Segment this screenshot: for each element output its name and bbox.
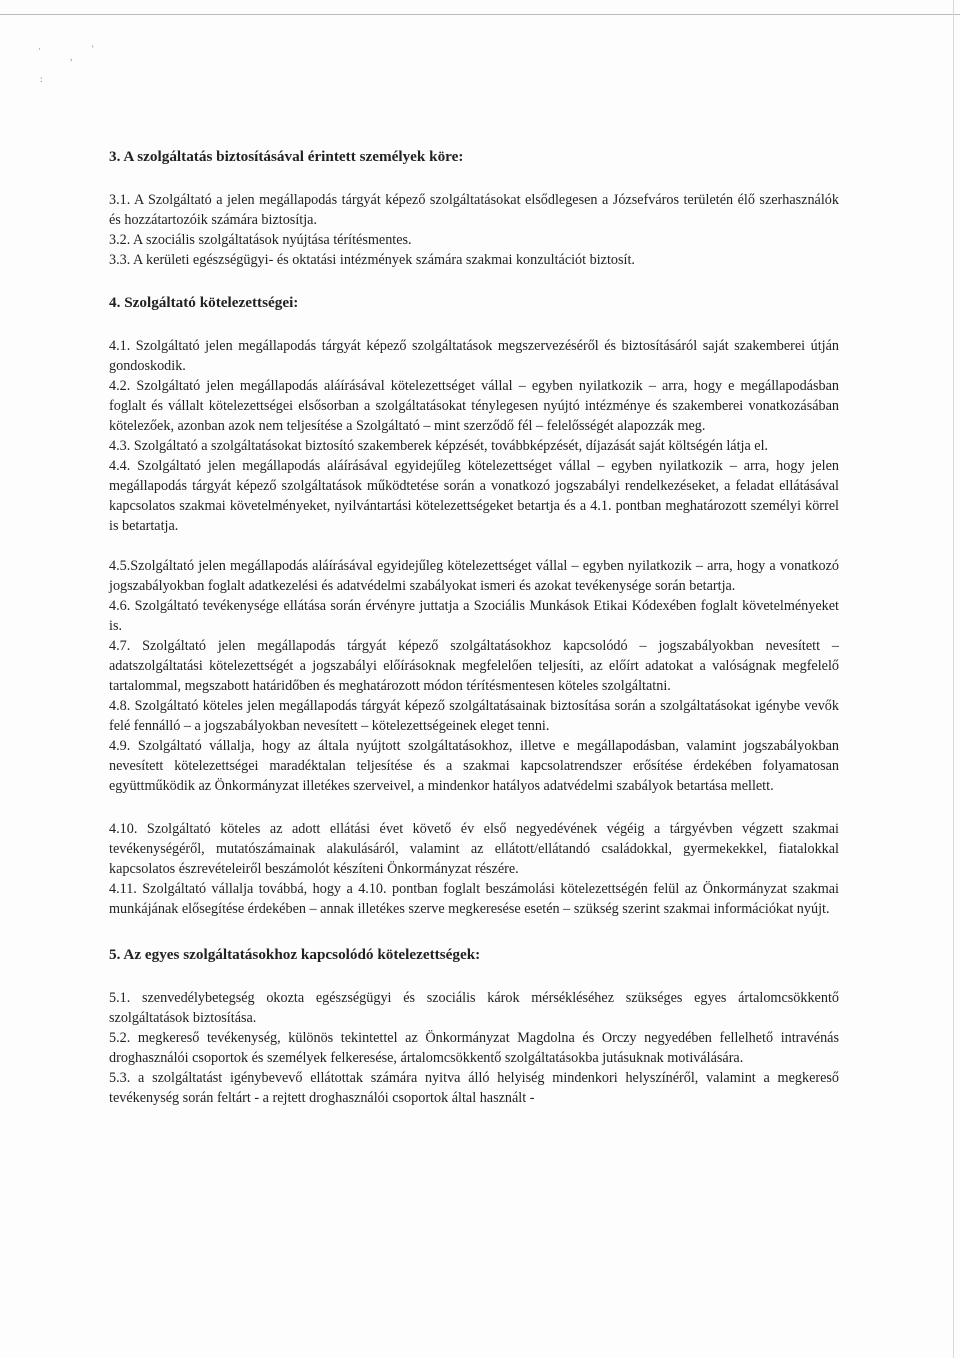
paragraph-3-2: 3.2. A szociális szolgáltatások nyújtása térítésmentes. xyxy=(109,232,412,248)
paragraph-4-11: 4.11. Szolgáltató vállalja továbbá, hogy a 4.10. pontban foglalt beszámolási kötelezettségén felül az Önkormányzat szakmai munkájának elősegítése érdekében – annak illetékes szerve megkeresése esetén – szükség szerint szakmai információkat nyújt. xyxy=(109,881,839,917)
paragraph-4-6: 4.6. Szolgáltató tevékenysége ellátása során érvényre juttatja a Szociális Munkások Etikai Kódexében foglalt követelményeket is. xyxy=(109,598,839,634)
paragraph-4-8: 4.8. Szolgáltató köteles jelen megállapodás tárgyát képező szolgáltatásainak biztosítása során a szolgáltatásokat igénybe vevők felé fennálló – a jogszabályokban nevesített – kötelezettségeinek eleget tenni. xyxy=(109,698,839,734)
scan-speck: , xyxy=(70,52,73,62)
scan-speck: · xyxy=(38,44,41,54)
paragraph-3-1: 3.1. A Szolgáltató a jelen megállapodás tárgyát képező szolgáltatásokat elsődlegesen a Józsefváros területén élő szerhasználók és hozzátartozóik számára biztosítja. xyxy=(109,192,839,228)
paragraph-4-10: 4.10. Szolgáltató köteles az adott ellátási évet követő év első negyedévének végéig a tárgyévben végzett szakmai tevékenységéről, mutatószámainak alakulásáról, valamint az ellátott/ellátandó családokkal, gyermekekkel, fiatalokkal kapcsolatos észrevételeiről beszámolót készíteni Önkormányzat részére. xyxy=(109,821,839,877)
scan-speck: ' xyxy=(92,44,94,54)
section-3-heading: 3. A szolgáltatás biztosításával érintett személyek köre: xyxy=(109,148,464,165)
document-body xyxy=(109,147,839,1108)
section-5-heading: 5. Az egyes szolgáltatásokhoz kapcsolódó kötelezettségek: xyxy=(109,946,481,963)
scan-edge-line xyxy=(0,14,960,15)
paragraph-5-1: 5.1. szenvedélybetegség okozta egészségügyi és szociális károk mérsékléséhez szükséges egyes ártalomcsökkentő szolgáltatások biztosítása. xyxy=(109,990,839,1026)
section-4-heading: 4. Szolgáltató kötelezettségei: xyxy=(109,294,299,311)
paragraph-4-2: 4.2. Szolgáltató jelen megállapodás aláírásával kötelezettséget vállal – egyben nyilatkozik – arra, hogy e megállapodásban foglalt és vállalt kötelezettségei elsősorban a szolgáltatásokat ténylegesen nyújtó intézménye és szakemberei vonatkozásában kötelezőek, azonban azok nem teljesítése a Szolgáltató – mint szerződő fél – felelősségét alapozzák meg. xyxy=(109,378,839,434)
paragraph-4-4: 4.4. Szolgáltató jelen megállapodás aláírásával egyidejűleg kötelezettséget vállal – egyben nyilatkozik – arra, hogy jelen megállapodás tárgyát képező szolgáltatások működtetése során a vonatkozó jogszabályi rendelkezéseket, a feladat ellátásával kapcsolatos szakmai követelményeket, nyilvántartási kötelezettségeket betartja és a 4.1. pontban meghatározott személyi körrel is betartatja. xyxy=(109,458,839,534)
paragraph-3-3: 3.3. A kerületi egészségügyi- és oktatási intézmények számára szakmai konzultációt biztosít. xyxy=(109,252,635,268)
paragraph-4-7: 4.7. Szolgáltató jelen megállapodás tárgyát képező szolgáltatásokhoz kapcsolódó – jogszabályokban nevesített – adatszolgáltatási kötelezettségét a jogszabályi előírásoknak megfelelően teljesíti, az előírt adatokat a valóságnak megfelelő tartalommal, megszabott határidőben és meghatározott módon térítésmentesen köteles szolgáltatni. xyxy=(109,638,839,694)
paragraph-4-3: 4.3. Szolgáltató a szolgáltatásokat biztosító szakemberek képzését, továbbképzését, díjazását saját költségén látja el. xyxy=(109,438,769,454)
paragraph-5-3: 5.3. a szolgáltatást igénybevevő ellátottak számára nyitva álló helyiség mindenkori helyszínéről, valamint a megkereső tevékenység során feltárt - a rejtett droghasználói csoportok által használt - xyxy=(109,1070,839,1106)
scan-edge-line-right xyxy=(953,0,954,1358)
paragraph-4-5: 4.5.Szolgáltató jelen megállapodás aláírásával egyidejűleg kötelezettséget vállal – egyben nyilatkozik – arra, hogy a vonatkozó jogszabályokban foglalt adatkezelési és adatvédelmi szabályokat ismeri és azokat tevékenysége során betartja. xyxy=(109,558,839,594)
paragraph-5-2: 5.2. megkereső tevékenység, különös tekintettel az Önkormányzat Magdolna és Orczy negyedében fellelhető intravénás droghasználói csoportok és személyek felkeresése, ártalomcsökkentő szolgáltatásokba jutásuknak motiválására. xyxy=(109,1030,839,1066)
scan-speck: : xyxy=(40,74,43,84)
paragraph-4-1: 4.1. Szolgáltató jelen megállapodás tárgyát képező szolgáltatások megszervezéséről és biztosításáról saját szakemberei útján gondoskodik. xyxy=(109,338,839,374)
paragraph-4-9: 4.9. Szolgáltató vállalja, hogy az általa nyújtott szolgáltatásokhoz, illetve e megállapodásban, valamint jogszabályokban nevesített kötelezettségei maradéktalan teljesítése és a szakmai kapcsolatrendszer erősítése érdekében folyamatosan együttműködik az Önkormányzat illetékes szerveivel, a mindenkor hatályos adatvédelmi szabályok betartása mellett. xyxy=(109,738,839,794)
